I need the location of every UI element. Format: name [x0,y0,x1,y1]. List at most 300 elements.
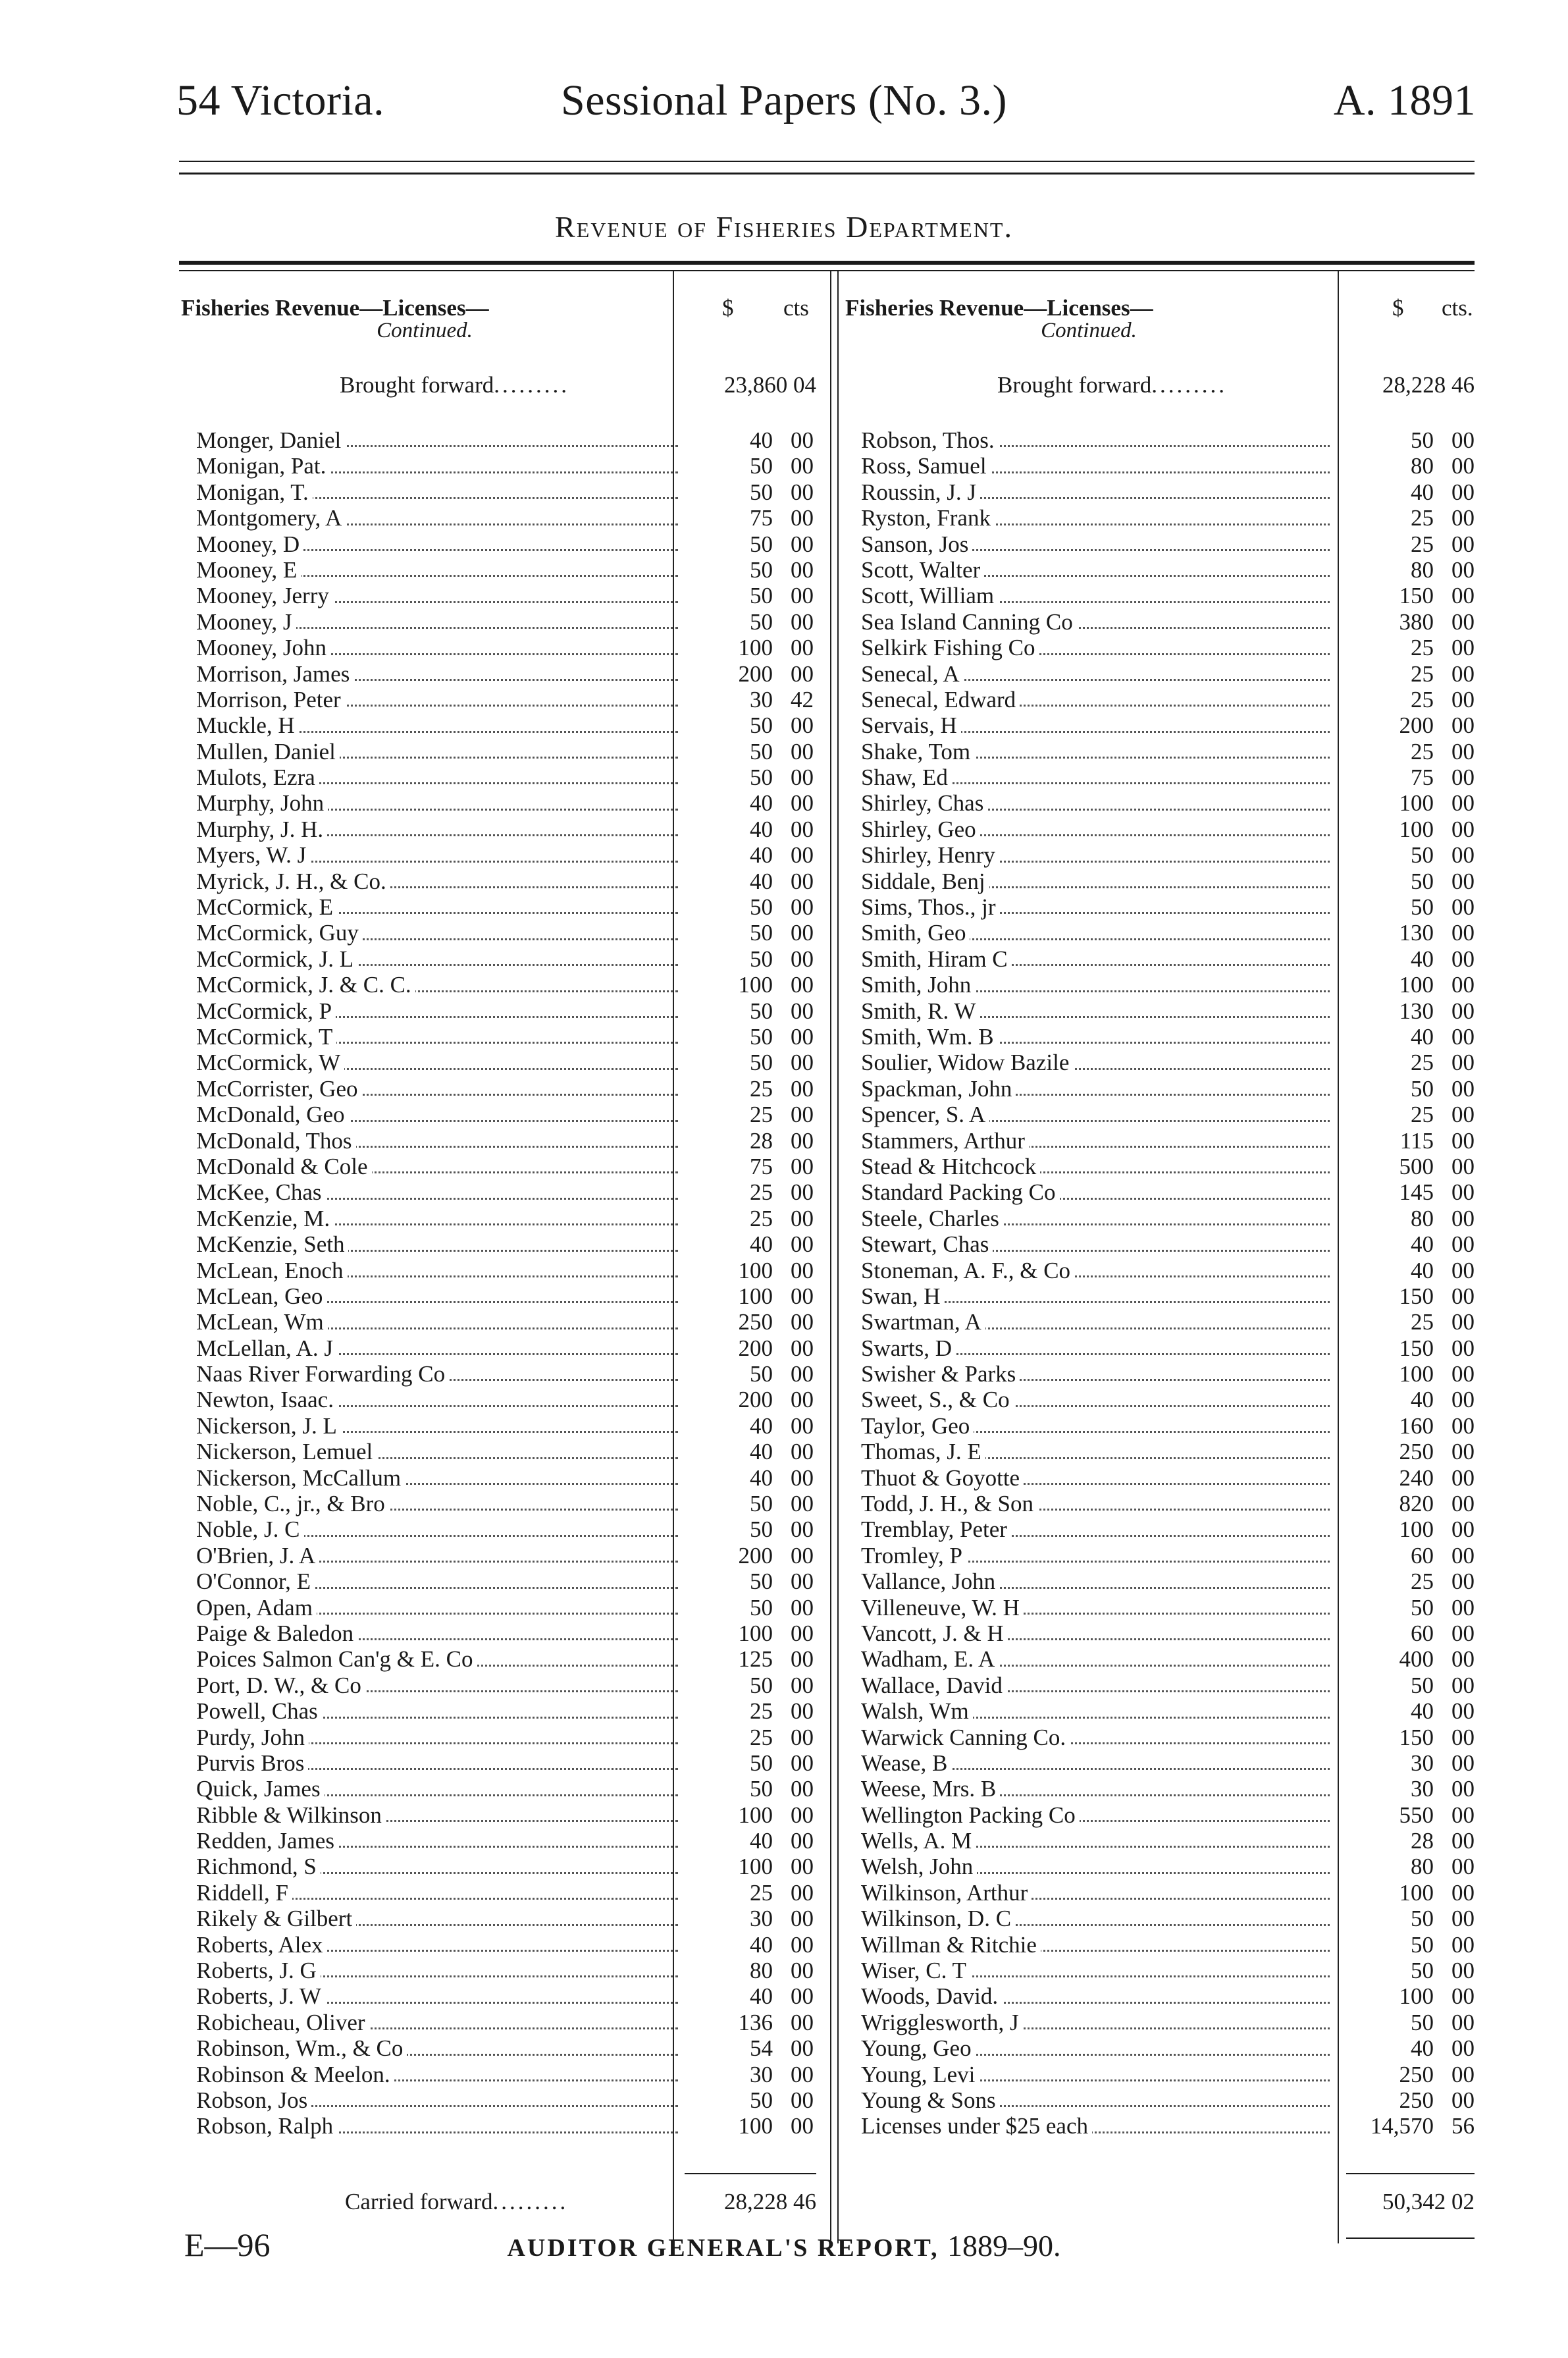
left-row-cents: 00 [791,1516,814,1543]
left-row [196,998,814,1024]
left-row-dollars: 100 [738,1283,773,1309]
right-row-name: Taylor, Geo [861,1413,974,1439]
left-row-dollars: 125 [738,1646,773,1673]
left-row-cents: 00 [791,505,814,531]
right-row-name: Scott, Walter [861,557,984,583]
right-row-dollars: 100 [1399,1516,1434,1543]
right-row-cents: 00 [1451,1983,1475,2010]
left-row [196,712,814,738]
left-column-heading [181,295,668,343]
right-row-cents: 00 [1451,583,1475,609]
left-row-cents: 00 [791,1776,814,1802]
right-row-dollars: 400 [1399,1646,1434,1673]
left-row-name-cell [196,894,678,920]
left-row [196,1802,814,1828]
right-row-dollars: 25 [1411,1102,1434,1128]
right-row-cents: 00 [1451,1750,1475,1776]
left-row-cents: 00 [791,608,814,635]
left-row-name-cell [196,1725,678,1750]
left-row-name-cell [196,1465,678,1491]
left-row [196,1568,814,1594]
left-row-cents: 00 [791,1387,814,1413]
right-row-name: Ross, Samuel [861,453,991,479]
left-row-dollars: 100 [738,1854,773,1880]
left-row-dollars: 40 [750,1931,773,1958]
right-row-name-cell [861,1154,1330,1179]
left-row-name: Open, Adam [196,1595,317,1621]
right-row [861,1958,1475,1983]
right-row-dollars: 550 [1399,1802,1434,1828]
left-row-dollars: 75 [750,1153,773,1179]
left-row [196,1309,814,1335]
right-row-dollars: 150 [1399,583,1434,609]
left-row [196,817,814,842]
left-row-name-cell [196,1776,678,1802]
right-row-cents: 00 [1451,1594,1475,1621]
left-row-dollars: 50 [750,479,773,505]
right-row-name-cell [861,1206,1330,1231]
left-row-name: McLean, Geo [196,1283,327,1309]
left-row-name: Paige & Baledon [196,1621,357,1646]
right-row-dollars: 50 [1411,427,1434,453]
right-row [861,1568,1475,1594]
right-row-cents: 00 [1451,1958,1475,1984]
right-row-name-cell [861,1516,1330,1542]
right-row-dollars: 25 [1411,738,1434,764]
right-row-name-cell [861,1568,1330,1594]
left-carried-forward-label: Carried forward......... [345,2189,569,2214]
left-row-cents: 00 [791,1050,814,1076]
right-row-dollars: 50 [1411,1931,1434,1958]
right-row-name: Willman & Ritchie [861,1932,1041,1958]
left-row-cents: 00 [791,842,814,869]
left-row-name: Mooney, Jerry [196,583,333,608]
left-row-cents: 00 [791,1542,814,1568]
left-row-name-cell [196,1932,678,1958]
footer-report [0,2228,1568,2263]
left-row [196,1439,814,1464]
left-row-name: Richmond, S [196,1854,321,1879]
left-row [196,635,814,660]
right-row [861,557,1475,583]
left-row [196,1024,814,1050]
left-row-dollars: 40 [750,1439,773,1465]
right-row-name: Servais, H [861,712,961,738]
left-row [196,531,814,557]
left-row-cents: 00 [791,868,814,894]
right-brought-forward-label: Brought forward......... [997,372,1228,398]
left-row-name-cell [196,739,678,764]
left-row-name-cell [196,2035,678,2061]
left-row-dollars: 50 [750,920,773,946]
right-row-name: Villeneuve, W. H [861,1595,1024,1621]
left-row-name: Naas River Forwarding Co [196,1361,449,1387]
right-row [861,1725,1475,1750]
right-row-name: Woods, David. [861,1983,1002,2009]
separator-middle-2 [837,271,839,2243]
left-row-name-cell [196,946,678,972]
left-row-dollars: 50 [750,1491,773,1517]
right-row-name-cell [861,1725,1330,1750]
right-row [861,1206,1475,1231]
left-row-cents: 00 [791,998,814,1024]
left-row-name: Noble, C., jr., & Bro [196,1491,389,1516]
left-row [196,1413,814,1439]
right-row-name: Weese, Mrs. B [861,1776,1000,1802]
left-row-name: McDonald & Cole [196,1154,372,1179]
right-row [861,1231,1475,1257]
right-row-dollars: 25 [1411,686,1434,712]
right-row-name: Shirley, Henry [861,842,999,868]
left-row-name: Ribble & Wilkinson [196,1802,386,1828]
right-row-name-cell [861,764,1330,790]
right-row-cents: 00 [1451,816,1475,842]
header-sessional-papers: Sessional Papers (No. 3.) [561,76,1007,124]
left-row-cents: 00 [791,1646,814,1673]
left-row [196,1231,814,1257]
footer-page-ref: E—96 [184,2226,271,2263]
right-row [861,920,1475,946]
right-row [861,739,1475,764]
right-row-name-cell [861,1932,1330,1958]
left-row-cents: 00 [791,635,814,661]
left-row-name-cell [196,1128,678,1154]
right-row-cents: 00 [1451,1491,1475,1517]
left-row-dollars: 50 [750,998,773,1024]
left-row [196,609,814,635]
right-row-name: Vancott, J. & H [861,1621,1008,1646]
footer-report-year: 1889–90. [947,2229,1061,2263]
left-row-name-cell [196,661,678,687]
right-row [861,790,1475,816]
left-row-name: McCormick, Guy [196,920,363,946]
left-row-name: McCormick, J. & C. C. [196,972,415,998]
right-row-dollars: 380 [1399,608,1434,635]
right-row [861,894,1475,920]
right-row-name: Sims, Thos., jr [861,894,1000,920]
left-row [196,842,814,868]
right-row-cents: 00 [1451,1828,1475,1854]
right-row-dollars: 100 [1399,1879,1434,1906]
left-row-name-cell [196,1361,678,1387]
table-top-rule-thin [179,270,1475,271]
right-row-name: Young, Levi [861,2062,979,2087]
header-year: A. 1891 [1333,76,1476,124]
left-row-dollars: 50 [750,712,773,739]
right-row-name: Wrigglesworth, J [861,2010,1023,2035]
right-unit-cents: cts. [1442,295,1473,321]
left-row-dollars: 100 [738,1257,773,1283]
right-row-cents: 00 [1451,1361,1475,1387]
left-row-name: Nickerson, J. L [196,1413,341,1439]
left-row-dollars: 50 [750,453,773,479]
right-row-name: Smith, Hiram C [861,946,1012,972]
right-row-name-cell [861,1595,1330,1621]
right-row-name: Wadham, E. A [861,1646,999,1672]
right-row [861,1621,1475,1646]
right-row-name-cell [861,1439,1330,1464]
right-row-dollars: 100 [1399,816,1434,842]
right-row [861,946,1475,972]
right-row-name: Sea Island Canning Co [861,609,1077,635]
right-row-cents: 00 [1451,998,1475,1024]
right-row [861,505,1475,531]
left-row-cents: 00 [791,1102,814,1128]
left-row-name: Roberts, Alex [196,1932,327,1958]
right-row [861,1258,1475,1283]
left-row-dollars: 54 [750,2035,773,2062]
right-row-dollars: 50 [1411,894,1434,921]
right-row-cents: 00 [1451,1127,1475,1154]
right-row-dollars: 80 [1411,556,1434,583]
right-row [861,1076,1475,1102]
right-row-dollars: 40 [1411,1231,1434,1258]
right-row-name: Shaw, Ed [861,764,952,790]
left-row-name: McKenzie, M. [196,1206,334,1231]
right-row-name-cell [861,1179,1330,1205]
left-row-dollars: 100 [738,972,773,998]
right-row-name-cell [861,712,1330,738]
right-row [861,1776,1475,1802]
right-row-name-cell [861,2010,1330,2035]
right-row-dollars: 50 [1411,868,1434,894]
left-row-dollars: 25 [750,1205,773,1231]
left-row [196,946,814,972]
left-row-name-cell [196,1491,678,1516]
right-row-dollars: 14,570 [1370,2113,1434,2139]
right-row-cents: 00 [1451,920,1475,946]
left-row-name-cell [196,1854,678,1879]
right-row-name-cell [861,609,1330,635]
left-row-dollars: 250 [738,1309,773,1335]
right-row-name-cell [861,1361,1330,1387]
left-row-dollars: 50 [750,1516,773,1543]
left-row-dollars: 40 [750,1231,773,1258]
right-row [861,661,1475,687]
left-row-dollars: 40 [750,816,773,842]
left-row-name-cell [196,817,678,842]
right-row-name: Soulier, Widow Bazile [861,1050,1073,1075]
left-row-dollars: 25 [750,1179,773,1206]
left-row-name: McLean, Wm [196,1309,328,1335]
right-row-name: Sanson, Jos [861,531,972,557]
right-row-name: Selkirk Fishing Co [861,635,1039,660]
right-row-dollars: 25 [1411,531,1434,557]
right-row-name: Thomas, J. E [861,1439,985,1464]
right-row-dollars: 150 [1399,1724,1434,1750]
right-row [861,1543,1475,1568]
left-row-name: Mooney, John [196,635,330,660]
left-row-name-cell [196,1154,678,1179]
right-total-rule [1346,2173,1475,2174]
right-row-cents: 00 [1451,1776,1475,1802]
right-row-name-cell [861,1024,1330,1050]
right-row-dollars: 50 [1411,842,1434,869]
left-row-name-cell [196,1024,678,1050]
right-row-cents: 00 [1451,1620,1475,1646]
right-row-dollars: 25 [1411,1568,1434,1595]
left-row-name: Roberts, J. G [196,1958,321,1983]
left-brought-forward-text: Brought forward [340,372,494,398]
left-row-name: McCormick, T [196,1024,336,1050]
left-row-name: Nickerson, McCallum [196,1465,405,1491]
right-row-name: Tremblay, Peter [861,1516,1011,1542]
right-row-name-cell [861,1673,1330,1698]
left-heading-text: Fisheries Revenue—Licenses— [181,295,489,321]
right-row-dollars: 50 [1411,2009,1434,2035]
left-row-name: Murphy, John [196,790,328,816]
right-row-name-cell [861,1258,1330,1283]
left-row-name: McLellan, A. J [196,1335,337,1361]
right-row-name: Senecal, A [861,661,964,687]
right-row [861,1387,1475,1412]
right-row-name: Wells, A. M [861,1828,976,1854]
left-row [196,2087,814,2113]
right-row-dollars: 100 [1399,790,1434,817]
left-row [196,2062,814,2087]
right-row-name: Young, Geo [861,2035,976,2061]
right-row [861,1516,1475,1542]
left-row-cents: 00 [791,1828,814,1854]
right-row-name-cell [861,1543,1330,1568]
left-row-name: Rikely & Gilbert [196,1906,356,1931]
left-row-cents: 00 [791,1179,814,1206]
right-row [861,1854,1475,1879]
left-row [196,1828,814,1854]
left-row [196,1906,814,1931]
left-row-dollars: 25 [750,1698,773,1725]
right-row-name: Smith, R. W [861,998,980,1024]
left-row-cents: 00 [791,2009,814,2035]
right-row-dollars: 150 [1399,1283,1434,1309]
left-row-name-cell [196,453,678,479]
right-row-name: Smith, Wm. B [861,1024,998,1050]
right-row-name-cell [861,1128,1330,1154]
right-row-name: Roussin, J. J [861,479,980,505]
right-row-dollars: 40 [1411,1387,1434,1413]
right-row-name: Spencer, S. A [861,1102,989,1127]
left-row [196,894,814,920]
right-row-dollars: 25 [1411,660,1434,687]
right-row-dollars: 200 [1399,712,1434,739]
right-row [861,1465,1475,1491]
right-row [861,764,1475,790]
left-row [196,2010,814,2035]
right-row-name-cell [861,1465,1330,1491]
left-row [196,1725,814,1750]
right-row-name-cell [861,2113,1330,2139]
right-row-name-cell [861,1750,1330,1776]
right-row [861,2087,1475,2113]
left-row-cents: 00 [791,1412,814,1439]
right-row-cents: 00 [1451,2061,1475,2087]
right-row [861,1906,1475,1931]
right-row [861,2010,1475,2035]
right-heading-continued: Continued. [1041,319,1137,342]
left-row-dollars: 136 [738,2009,773,2035]
left-row-name-cell [196,1076,678,1102]
left-row-name: Robinson, Wm., & Co [196,2035,407,2061]
right-row-name: Wiser, C. T [861,1958,970,1983]
right-row [861,972,1475,998]
page-title: Revenue of Fisheries Department. [555,210,1013,244]
left-row-name-cell [196,869,678,894]
left-row-cents: 00 [791,1931,814,1958]
right-row [861,453,1475,479]
left-row-name: McLean, Enoch [196,1258,348,1283]
right-row-name-cell [861,1646,1330,1672]
left-row-dollars: 100 [738,1802,773,1828]
left-row-name-cell [196,2087,678,2113]
left-row-name: McCormick, W [196,1050,344,1075]
left-row [196,1179,814,1205]
left-row-dollars: 25 [750,1724,773,1750]
left-row-name-cell [196,1983,678,2009]
right-row-cents: 00 [1451,1023,1475,1050]
left-row-name: McCormick, J. L [196,946,357,972]
right-row-dollars: 50 [1411,1594,1434,1621]
right-row-dollars: 40 [1411,1257,1434,1283]
right-row-dollars: 25 [1411,635,1434,661]
right-row [861,998,1475,1024]
right-row-dollars: 25 [1411,505,1434,531]
right-row-name-cell [861,1335,1330,1361]
right-row-cents: 00 [1451,1257,1475,1283]
right-row-name-cell [861,946,1330,972]
left-row-name-cell [196,1258,678,1283]
right-row-cents: 00 [1451,1309,1475,1335]
left-row-name-cell [196,1309,678,1335]
right-row [861,817,1475,842]
left-row [196,661,814,687]
right-row-name: Steele, Charles [861,1206,1003,1231]
left-row-name-cell [196,998,678,1024]
left-row-name-cell [196,2062,678,2087]
right-row-name: Spackman, John [861,1076,1016,1102]
right-row-dollars: 130 [1399,920,1434,946]
left-row [196,1646,814,1672]
left-row [196,1543,814,1568]
right-row-dollars: 75 [1411,764,1434,791]
right-row-name-cell [861,479,1330,505]
right-row-dollars: 100 [1399,972,1434,998]
right-row-name: Vallance, John [861,1568,999,1594]
left-row-cents: 00 [791,1724,814,1750]
left-row-name-cell [196,583,678,608]
header-rule-top [179,161,1475,162]
right-row-dollars: 40 [1411,1698,1434,1725]
right-row-dollars: 80 [1411,1854,1434,1880]
left-row [196,1206,814,1231]
right-row-name-cell [861,1906,1330,1931]
right-row-name-cell [861,1050,1330,1075]
left-row-name-cell [196,1543,678,1568]
right-row-name: Stoneman, A. F., & Co [861,1258,1074,1283]
left-row [196,920,814,946]
left-row-name-cell [196,1906,678,1931]
right-row-dollars: 250 [1399,2061,1434,2087]
left-row-dollars: 50 [750,608,773,635]
left-row-name-cell [196,1621,678,1646]
left-row-dollars: 30 [750,686,773,712]
right-row-cents: 00 [1451,1568,1475,1595]
left-row-cents: 00 [791,1698,814,1725]
right-row-name: Siddale, Benj [861,869,989,894]
left-row-cents: 00 [791,479,814,505]
right-row [861,712,1475,738]
right-row-dollars: 25 [1411,1050,1434,1076]
left-row-cents: 00 [791,1153,814,1179]
